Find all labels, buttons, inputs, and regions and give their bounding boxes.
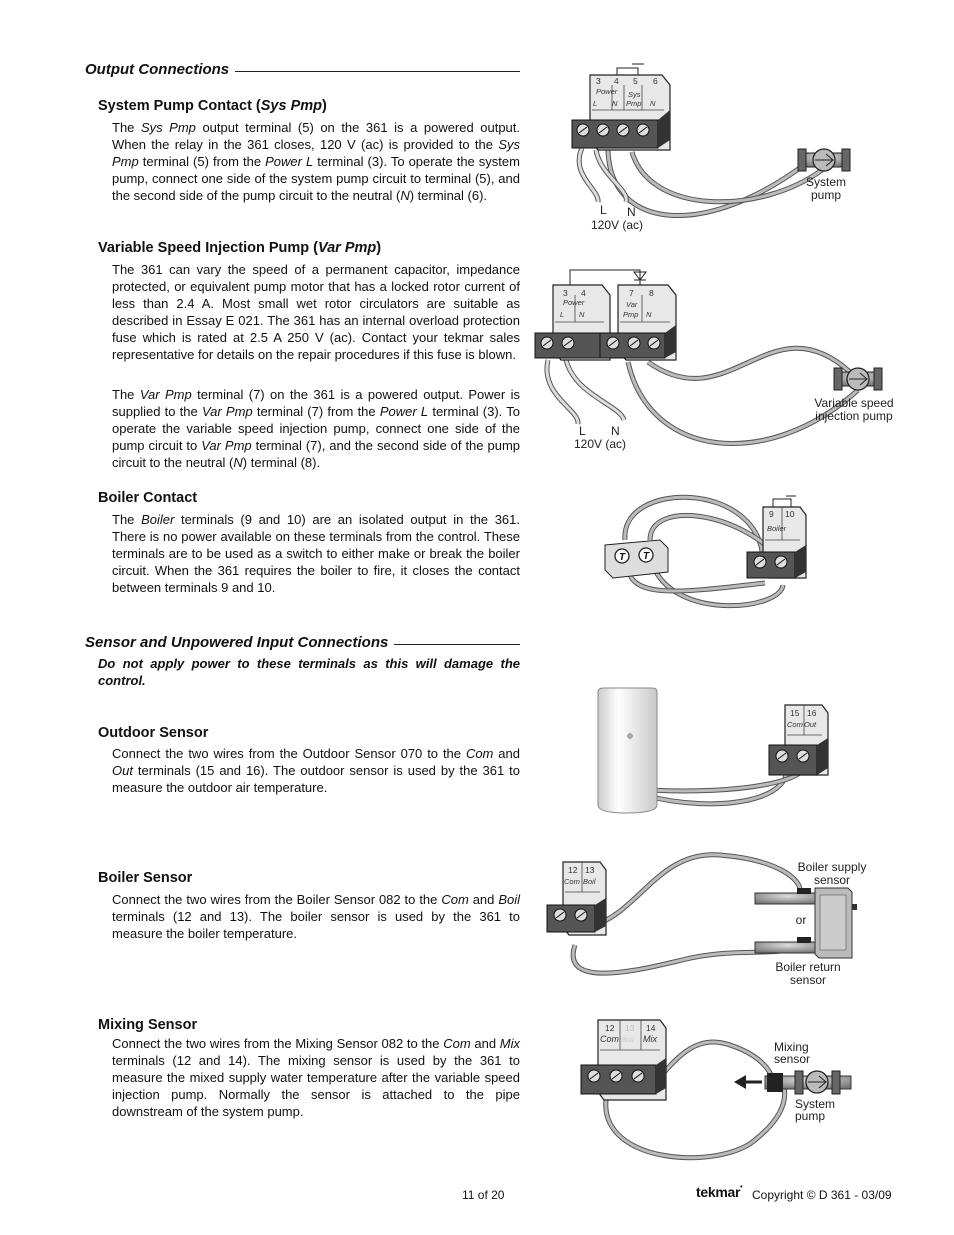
text-run: The <box>112 120 141 135</box>
or-label: or <box>795 913 807 927</box>
power-warning: Do not apply power to these terminals as this will damage the control. <box>98 656 520 688</box>
text-run: terminal (3). To operate the system pump, connect one side of the system pump circuit to terminal (5), and the second side of the pump circuit to the neutral ( <box>112 153 520 203</box>
terminal-num: 12 <box>605 1023 615 1033</box>
system-pump-label: System <box>795 1097 836 1111</box>
terminal-num: 14 <box>646 1023 656 1033</box>
boiler-contact-heading: Boiler Contact <box>98 490 198 506</box>
terminal-sub: Sys <box>628 90 641 99</box>
outdoor-sensor-icon <box>598 688 657 813</box>
terminal-sub: N <box>579 310 585 319</box>
italic-term: Var Pmp <box>201 403 253 419</box>
thermostat-label: T <box>642 551 650 562</box>
italic-term: Power L <box>265 153 314 169</box>
diagram-system-pump <box>572 64 850 232</box>
terminal-num: 16 <box>807 708 817 718</box>
diagram-var-pump <box>535 270 882 451</box>
voltage-label: 120V (ac) <box>574 437 627 451</box>
terminal-sub: Pmp <box>626 99 642 108</box>
terminal-sub: N <box>650 99 656 108</box>
mixing-sensor-label: sensor <box>774 1052 811 1066</box>
terminal-sub: Boil <box>583 877 596 886</box>
terminal-num: 3 <box>596 76 601 86</box>
terminal-num: 6 <box>653 76 658 86</box>
terminal-num: 7 <box>629 288 634 298</box>
italic-term: N <box>400 187 410 203</box>
boiler-return-label: Boiler return <box>775 960 841 974</box>
terminal-sub: Com <box>564 877 580 886</box>
italic-term: Power L <box>379 403 429 419</box>
var-pump-heading: Variable Speed Injection Pump (Var Pmp) <box>98 240 382 256</box>
text-run: terminals (12 and 13). The boiler sensor is used by the 361 to measure the boiler temperature. <box>112 908 520 941</box>
text-run: terminal (3). To operate the variable speed injection pump, connect one side of the pump circuit to <box>112 403 520 453</box>
terminal-sub: L <box>560 310 565 319</box>
text-run: and <box>493 746 520 761</box>
text-run: terminal (7), and the second side of the pump circuit to the neutral ( <box>112 437 520 470</box>
terminal-num: 4 <box>581 288 586 298</box>
terminal-num: 8 <box>649 288 654 298</box>
text-run: Connect the two wires from the Outdoor Sensor 070 to the <box>112 746 466 761</box>
terminal-num: 13 <box>585 865 595 875</box>
text-run: terminal (7) from the <box>252 403 380 419</box>
diagram-outdoor-sensor <box>598 688 828 813</box>
italic-term: Sys Pmp <box>140 120 196 135</box>
boiler-sensor-heading: Boiler Sensor <box>98 870 193 886</box>
terminal-num: 12 <box>568 865 578 875</box>
terminal-group: Boiler <box>767 524 787 533</box>
italic-term: Sys Pmp <box>112 136 520 169</box>
terminal-num: 4 <box>614 76 619 86</box>
voltage-label: 120V (ac) <box>591 218 644 232</box>
italic-term: Var Pmp <box>201 437 252 453</box>
text-run: output terminal (5) on the 361 is a powered output. When the relay in the 361 closes, 120 V (ac) is provided to the <box>112 120 521 152</box>
boiler-return-label: sensor <box>789 973 827 987</box>
italic-term: Mix <box>499 1036 521 1051</box>
text-run: and <box>470 1036 500 1051</box>
italic-term: N <box>233 454 243 470</box>
italic-term: Out <box>112 762 133 778</box>
system-pump-label: pump <box>795 1109 826 1123</box>
var-pump-label: Variable speed injection pump <box>814 396 894 423</box>
wire-l-label: L <box>600 203 607 217</box>
italic-term: Boiler <box>141 512 175 527</box>
terminal-sub: Mix <box>643 1034 657 1044</box>
terminal-num: 15 <box>790 708 800 718</box>
text-run: terminals (12 and 14). The mixing sensor is used by the 361 to measure the mixed supply water temperature after the variable speed injection pump. Normally the sensor is attached to the pipe downstream of the system pump. <box>112 1052 520 1119</box>
text-run: The <box>112 512 142 527</box>
diagram-boiler-contact <box>605 496 806 606</box>
text-run: terminal (5) from the <box>138 153 266 169</box>
system-pump-label: System pump <box>805 175 846 202</box>
terminal-num: 9 <box>769 509 774 519</box>
terminal-sub: Com <box>600 1034 620 1044</box>
page-number: 11 of 20 <box>462 1188 505 1202</box>
copyright-text: Copyright © D 361 - 03/09 <box>752 1188 892 1202</box>
mixing-sensor-heading: Mixing Sensor <box>98 1017 198 1033</box>
terminal-num: 5 <box>633 76 638 86</box>
wire-n-label: N <box>611 424 620 438</box>
text-run: Connect the two wires from the Boiler Sensor 082 to the <box>112 892 442 907</box>
text-run: terminal (7) on the 361 is a powered output. Power is supplied to the <box>112 387 520 419</box>
italic-term: Com <box>465 746 494 761</box>
text-run: terminals (9 and 10) are an isolated output in the 361. There is no power available on these terminals from the control. These terminals are to be used as a switch to either make or break the boiler circuit. When the 361 requires the boiler to fire, it closes the contact between terminals 9 and 10. <box>112 512 520 595</box>
italic-term: Boil <box>498 892 521 907</box>
terminal-group: Power <box>563 298 585 307</box>
mixing-sensor-label: Mixing <box>774 1040 809 1054</box>
text-run: ) terminal (8). <box>242 454 321 470</box>
terminal-sub: Com <box>787 720 803 729</box>
outdoor-sensor-heading: Outdoor Sensor <box>98 725 209 741</box>
flow-arrow-icon <box>734 1075 762 1089</box>
terminal-group: Power <box>596 87 618 96</box>
sensor-connections-heading: Sensor and Unpowered Input Connections <box>85 634 520 651</box>
terminal-sub: Out <box>804 720 817 729</box>
italic-term: Com <box>443 1036 471 1051</box>
terminal-num: 13 <box>625 1023 635 1033</box>
text-run: terminals (15 and 16). The outdoor sensor is used by the 361 to measure the outdoor air temperature. <box>112 762 520 795</box>
terminal-sub: N <box>612 99 618 108</box>
wire-n-label: N <box>627 205 636 219</box>
diagram-mixing-sensor <box>581 1020 851 1158</box>
italic-term: Com <box>441 892 469 907</box>
text-run: The 361 can vary the speed of a permanent capacitor, impedance protected, or equivalent pump motor that has a locked rotor current of less than 2.4 A. Most small wet rotor circulators are suitable as described in Essay E 021. The 361 has an internal overload protection fuse which is rated at 2.5 A 250 V (ac). Contact your tekmar sales representative for details on the repair procedures if this fuse is blown. <box>112 262 520 362</box>
pump-icon <box>798 149 850 171</box>
terminal-num: 10 <box>785 509 795 519</box>
tekmar-logo: tekmar• <box>696 1184 743 1200</box>
terminal-sub: L <box>593 99 598 108</box>
terminal-sub: Var <box>626 300 638 309</box>
italic-term: Var Pmp <box>139 387 192 402</box>
pump-icon <box>834 368 882 390</box>
text-run: The <box>112 387 140 402</box>
sys-pump-heading: System Pump Contact (Sys Pmp) <box>98 98 327 114</box>
wire-l-label: L <box>579 424 586 438</box>
terminal-sub: N <box>646 310 652 319</box>
terminal-sub: Pmp <box>623 310 639 319</box>
text-run: ) terminal (6). <box>409 187 488 203</box>
terminal-sub: Boil <box>621 1035 634 1044</box>
text-run: Connect the two wires from the Mixing Sensor 082 to the <box>112 1036 444 1051</box>
thermostat-label: T <box>618 552 626 563</box>
boiler-supply-label: Boiler supply <box>797 860 867 874</box>
text-run: and <box>468 892 499 907</box>
output-connections-heading: Output Connections <box>85 61 520 78</box>
terminal-num: 3 <box>563 288 568 298</box>
boiler-supply-label: sensor <box>813 873 851 887</box>
